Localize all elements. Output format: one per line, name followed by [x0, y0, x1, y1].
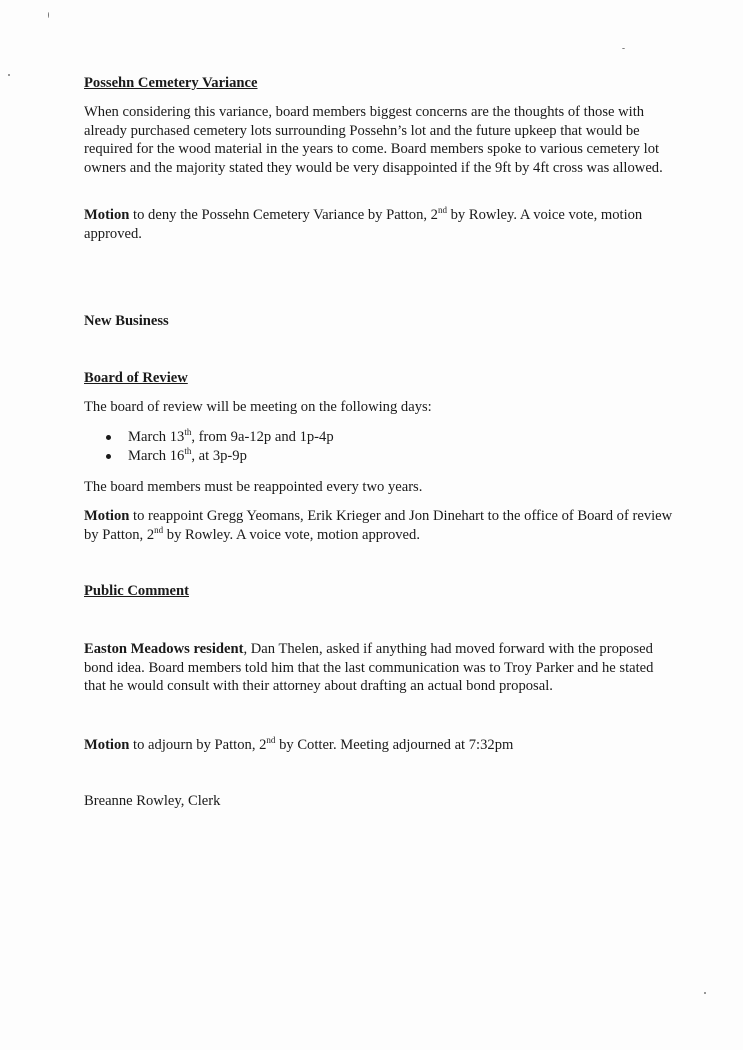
motion-label: Motion	[84, 737, 130, 753]
scan-speck	[622, 48, 625, 49]
review-note: The board members must be reappointed every two years.	[84, 479, 423, 495]
public-comment-paragraph	[84, 640, 674, 696]
section-heading-board-of-review: Board of Review	[84, 370, 188, 386]
motion-text-end: by Cotter. Meeting adjourned at 7:32pm	[275, 737, 514, 753]
motion-text-end: by Rowley. A voice vote, motion approved.	[84, 207, 643, 242]
section-heading-cemetery: Possehn Cemetery Variance	[84, 75, 258, 91]
resident-label: Easton Meadows resident	[84, 641, 244, 657]
adjourn-motion	[84, 736, 674, 755]
motion-label: Motion	[84, 207, 130, 223]
list-item: March 16th, at 3p-9p	[106, 447, 334, 466]
review-dates-list	[106, 428, 334, 465]
ordinal-suffix: nd	[154, 524, 164, 535]
scan-speck	[48, 12, 49, 18]
cemetery-paragraph: When considering this variance, board members biggest concerns are the thoughts of those with already purchased cemetery lots surrounding Possehn’s lot and the future upkeep that would be required for the wood material in the years to come. Board members spoke to various cemetery lot owners and the majority stated they would be very disappointed if the 9ft by 4ft cross was allowed.	[84, 104, 663, 176]
bullet-icon	[106, 454, 111, 459]
scan-speck	[704, 992, 706, 994]
motion-text: to adjourn by Patton, 2	[129, 737, 267, 753]
resident-comment: , Dan Thelen, asked if anything had moved forward with the proposed bond idea. Board members told him that the last communication was to Troy Parker and he stated that he would consult with their attorney about drafting an actual bond proposal.	[84, 641, 654, 694]
motion-text-end: by Rowley. A voice vote, motion approved.	[163, 526, 420, 543]
section-heading-public-comment: Public Comment	[84, 583, 189, 599]
cemetery-motion	[84, 206, 674, 243]
motion-label: Motion	[84, 508, 130, 524]
ordinal-suffix: nd	[437, 205, 447, 215]
motion-text: to deny the Possehn Cemetery Variance by Patton, 2	[129, 207, 438, 223]
review-intro: The board of review will be meeting on the following days:	[84, 399, 432, 415]
list-item: March 13th, from 9a-12p and 1p-4p	[106, 428, 334, 447]
bullet-icon	[106, 435, 111, 440]
ordinal-suffix: nd	[266, 735, 276, 745]
section-heading-new-business: New Business	[84, 313, 169, 329]
review-motion	[84, 507, 674, 544]
motion-text: to reappoint Gregg Yeomans, Erik Krieger and Jon Dinehart to the office of Board of review by Patton, 2	[84, 508, 673, 543]
clerk-signature: Breanne Rowley, Clerk	[84, 793, 221, 809]
scan-speck	[8, 74, 10, 76]
